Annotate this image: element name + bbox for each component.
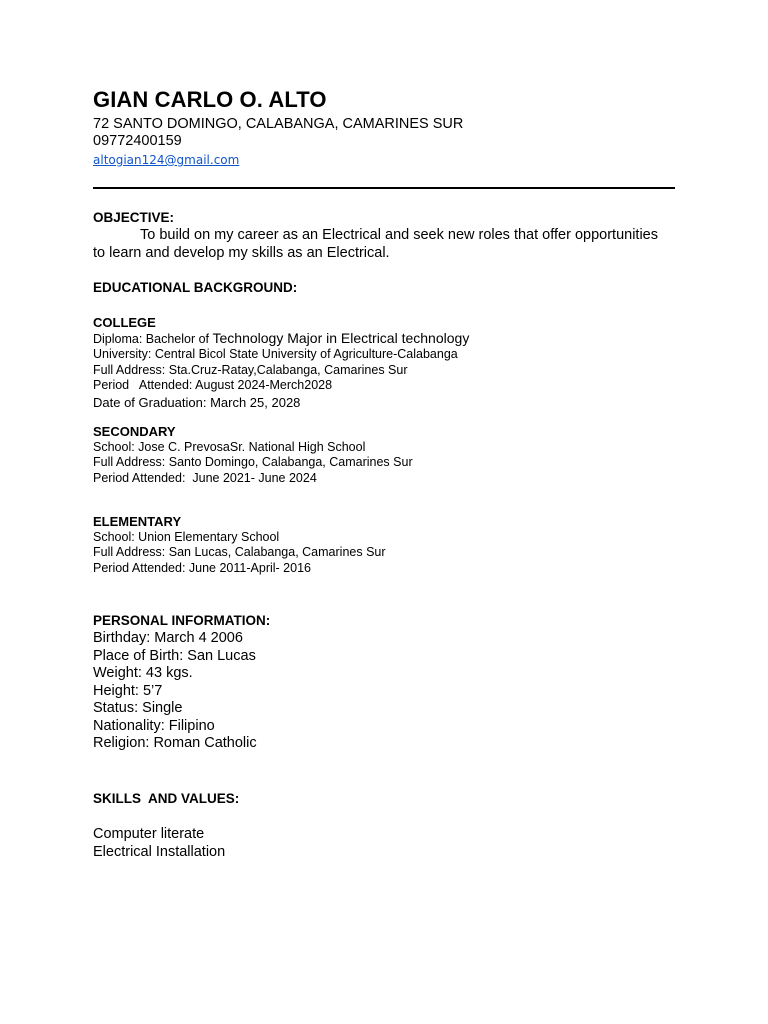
skill-item: Computer literate	[93, 826, 205, 842]
college-diploma-major: Technology Major in Electrical technology	[212, 329, 470, 346]
secondary-school: School: Jose C. PrevosaSr. National High School	[93, 439, 366, 454]
elementary-section	[93, 514, 386, 576]
skills-list	[93, 826, 225, 861]
personal-nationality: Nationality: Filipino	[93, 717, 215, 734]
applicant-address: 72 SANTO DOMINGO, CALABANGA, CAMARINES SUR	[93, 116, 464, 132]
personal-birthday: Birthday: March 4 2006	[93, 630, 243, 646]
elementary-school: School: Union Elementary School	[93, 529, 280, 544]
personal-height: Height: 5’7	[93, 682, 163, 699]
skill-item: Electrical Installation	[93, 843, 226, 860]
personal-list	[93, 630, 257, 753]
secondary-address: Full Address: Santo Domingo, Calabanga, Camarines Sur	[93, 455, 413, 469]
personal-status: Status: Single	[93, 700, 183, 716]
college-period: Period Attended: August 2024-Merch2028	[93, 378, 333, 392]
college-university: University: Central Bicol State University of Agriculture-Calabanga	[93, 347, 458, 361]
objective-text: To build on my career as an Electrical and seek new roles that offer opportunities to learn and develop my skills as an Electrical.	[93, 227, 658, 261]
skills-heading: SKILLS AND VALUES:	[93, 791, 240, 806]
college-diploma-prefix: Diploma: Bachelor of	[93, 331, 213, 346]
secondary-period: Period Attended: June 2021- June 2024	[93, 470, 317, 485]
personal-weight: Weight: 43 kgs.	[93, 665, 193, 681]
header-divider	[93, 187, 675, 189]
college-diploma	[93, 331, 469, 348]
college-label: COLLEGE	[93, 315, 156, 330]
secondary-section	[93, 424, 413, 486]
personal-birthplace: Place of Birth: San Lucas	[93, 647, 256, 664]
objective-heading: OBJECTIVE:	[93, 210, 175, 225]
applicant-phone: 09772400159	[93, 133, 182, 149]
elementary-address: Full Address: San Lucas, Calabanga, Camarines Sur	[93, 545, 386, 559]
college-graduation: Date of Graduation: March 25, 2028	[93, 394, 301, 410]
college-section	[93, 315, 469, 410]
secondary-label: SECONDARY	[93, 424, 176, 439]
education-heading: EDUCATIONAL BACKGROUND:	[93, 280, 298, 295]
personal-religion: Religion: Roman Catholic	[93, 735, 257, 751]
elementary-label: ELEMENTARY	[93, 514, 182, 529]
college-address: Full Address: Sta.Cruz-Ratay,Calabanga, Camarines Sur	[93, 362, 408, 377]
applicant-name: GIAN CARLO O. ALTO	[93, 87, 327, 112]
personal-heading: PERSONAL INFORMATION:	[93, 613, 271, 628]
email-link[interactable]: altogian124@gmail.com	[93, 153, 240, 167]
elementary-period: Period Attended: June 2011-April- 2016	[93, 560, 311, 575]
